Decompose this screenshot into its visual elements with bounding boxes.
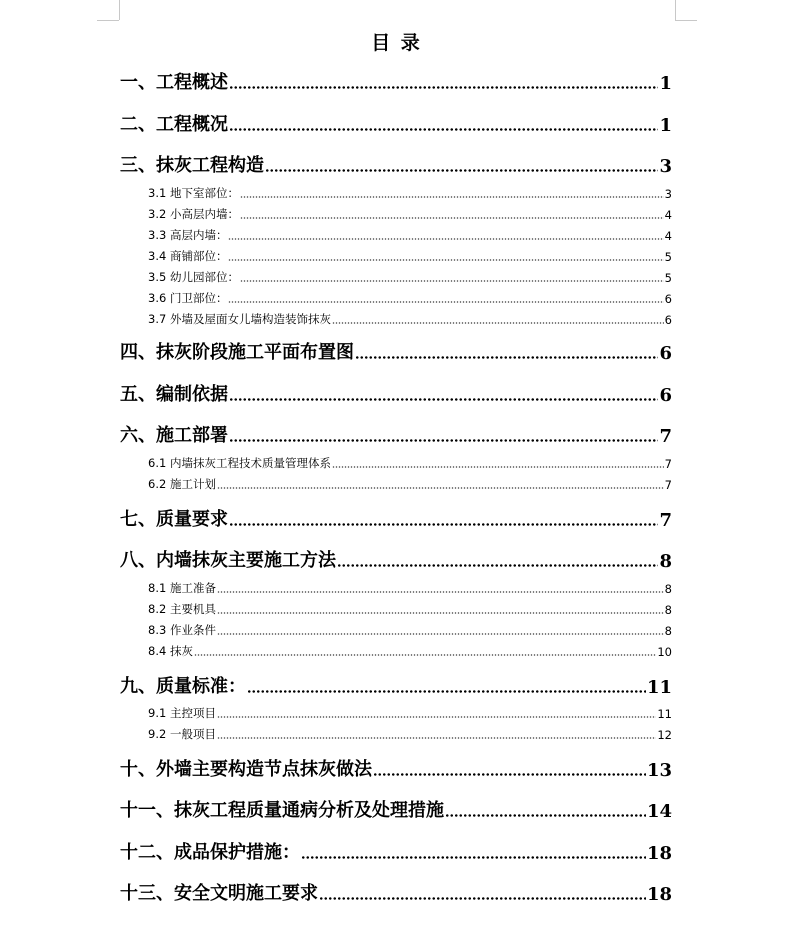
- toc-title: 目 录: [371, 32, 422, 54]
- toc-dot-leader: [217, 716, 656, 718]
- toc-dot-leader: [229, 128, 658, 131]
- toc-dot-leader: [229, 523, 658, 526]
- toc-entry-page-number: 4: [664, 208, 672, 222]
- toc-entry-page-number: 6: [659, 385, 672, 406]
- toc-entry-page-number: 8: [664, 582, 672, 596]
- toc-dot-leader: [228, 238, 663, 240]
- toc-entry-label: 3.6 门卫部位：: [148, 291, 228, 305]
- toc-entry-page-number: 6: [659, 343, 672, 364]
- toc-entry-chapter[interactable]: [120, 674, 672, 698]
- toc-dot-leader: [332, 322, 664, 324]
- toc-entry-page-number: 7: [659, 510, 672, 531]
- toc-entry-label: 8.2 主要机具: [148, 602, 216, 616]
- toc-entry-label: 3.4 商铺部位：: [148, 249, 228, 263]
- page-corner-mark: [97, 20, 119, 21]
- toc-entry-page-number: 12: [657, 728, 672, 742]
- toc-entry-page-number: 1: [659, 73, 672, 94]
- toc-entry-page-number: 4: [664, 229, 672, 243]
- toc-entry-label: 3.5 幼儿园部位：: [148, 270, 239, 284]
- page-corner-mark: [675, 20, 697, 21]
- toc-entry-label: 3.2 小高层内墙：: [148, 207, 239, 221]
- toc-dot-leader: [355, 356, 658, 359]
- toc-entry-page-number: 1: [659, 115, 672, 136]
- toc-entry-page-number: 11: [657, 707, 672, 721]
- toc-entry-chapter[interactable]: [120, 382, 672, 406]
- toc-entry-label: 八、内墙抹灰主要施工方法: [120, 550, 336, 571]
- toc-entry-page-number: 7: [664, 457, 672, 471]
- toc-entry-page-number: 18: [646, 843, 672, 864]
- page-corner-mark: [119, 0, 120, 20]
- toc-dot-leader: [240, 280, 664, 282]
- toc-entry-page-number: 13: [646, 760, 672, 781]
- toc-entry-label: 3.3 高层内墙：: [148, 228, 228, 242]
- toc-dot-leader: [247, 690, 646, 693]
- toc-entry-section[interactable]: [148, 580, 672, 596]
- toc-entry-page-number: 10: [657, 645, 672, 659]
- toc-entry-page-number: 5: [664, 250, 672, 264]
- toc-dot-leader: [373, 773, 646, 776]
- toc-entry-page-number: 6: [664, 313, 672, 327]
- toc-entry-label: 五、编制依据: [120, 384, 228, 405]
- toc-entry-page-number: 8: [664, 603, 672, 617]
- toc-entry-chapter[interactable]: [120, 507, 672, 531]
- toc-entry-section[interactable]: [148, 227, 672, 243]
- toc-entry-label: 七、质量要求: [120, 509, 228, 530]
- toc-entry-page-number: 18: [646, 884, 672, 905]
- toc-entry-label: 二、工程概况: [120, 114, 228, 135]
- toc-entry-page-number: 7: [659, 426, 672, 447]
- toc-dot-leader: [217, 633, 664, 635]
- toc-dot-leader: [229, 398, 658, 401]
- toc-dot-leader: [240, 217, 664, 219]
- toc-entry-page-number: 5: [664, 271, 672, 285]
- toc-dot-leader: [194, 654, 656, 656]
- toc-dot-leader: [229, 439, 658, 442]
- toc-dot-leader: [217, 591, 664, 593]
- toc-entry-label: 四、抹灰阶段施工平面布置图: [120, 342, 354, 363]
- toc-dot-leader: [217, 737, 656, 739]
- toc-dot-leader: [228, 301, 663, 303]
- toc-entry-label: 3.1 地下室部位：: [148, 186, 239, 200]
- toc-entry-chapter[interactable]: [120, 840, 672, 864]
- toc-entry-chapter[interactable]: [120, 153, 672, 177]
- toc-entry-chapter[interactable]: [120, 548, 672, 572]
- toc-dot-leader: [217, 612, 664, 614]
- page-corner-mark: [675, 0, 676, 20]
- toc-dot-leader: [332, 466, 664, 468]
- toc-entry-section[interactable]: [148, 476, 672, 492]
- toc-entry-section[interactable]: [148, 269, 672, 285]
- toc-entry-section[interactable]: [148, 705, 672, 721]
- toc-entry-page-number: 8: [664, 624, 672, 638]
- toc-dot-leader: [229, 86, 658, 89]
- toc-entry-chapter[interactable]: [120, 340, 672, 364]
- toc-entry-label: 十一、抹灰工程质量通病分析及处理措施: [120, 800, 444, 821]
- toc-entry-section[interactable]: [148, 290, 672, 306]
- toc-entry-label: 一、工程概述: [120, 72, 228, 93]
- toc-entry-label: 六、施工部署: [120, 425, 228, 446]
- toc-dot-leader: [337, 564, 658, 567]
- toc-entry-label: 十二、成品保护措施：: [120, 842, 300, 863]
- toc-entry-label: 6.2 施工计划: [148, 477, 216, 491]
- toc-entry-chapter[interactable]: [120, 798, 672, 822]
- toc-entry-page-number: 7: [664, 478, 672, 492]
- toc-entry-label: 6.1 内墙抹灰工程技术质量管理体系: [148, 456, 331, 470]
- toc-dot-leader: [240, 196, 664, 198]
- toc-entry-section[interactable]: [148, 311, 672, 327]
- toc-entry-label: 8.4 抹灰: [148, 644, 193, 658]
- toc-dot-leader: [319, 897, 646, 900]
- toc-entry-page-number: 14: [646, 801, 672, 822]
- toc-entry-label: 9.1 主控项目: [148, 706, 216, 720]
- toc-entry-label: 9.2 一般项目: [148, 727, 216, 741]
- toc-entry-page-number: 6: [664, 292, 672, 306]
- toc-entry-label: 十三、安全文明施工要求: [120, 883, 318, 904]
- toc-dot-leader: [265, 169, 658, 172]
- toc-entry-chapter[interactable]: [120, 70, 672, 94]
- toc-entry-section[interactable]: [148, 206, 672, 222]
- toc-entry-section[interactable]: [148, 455, 672, 471]
- toc-entry-page-number: 3: [664, 187, 672, 201]
- toc-dot-leader: [445, 814, 646, 817]
- toc-entry-label: 十、外墙主要构造节点抹灰做法: [120, 759, 372, 780]
- toc-entry-chapter[interactable]: [120, 757, 672, 781]
- toc-entry-section[interactable]: [148, 622, 672, 638]
- toc-entry-section[interactable]: [148, 601, 672, 617]
- toc-dot-leader: [217, 487, 664, 489]
- toc-entry-label: 三、抹灰工程构造: [120, 155, 264, 176]
- toc-dot-leader: [301, 856, 646, 859]
- toc-entry-label: 九、质量标准：: [120, 676, 246, 697]
- toc-entry-section[interactable]: [148, 643, 672, 659]
- toc-entry-section[interactable]: [148, 185, 672, 201]
- toc-entry-label: 8.3 作业条件: [148, 623, 216, 637]
- toc-entry-label: 3.7 外墙及屋面女儿墙构造装饰抹灰: [148, 312, 331, 326]
- toc-entry-page-number: 3: [659, 156, 672, 177]
- toc-entry-page-number: 11: [646, 677, 672, 698]
- toc-entry-page-number: 8: [659, 551, 672, 572]
- toc-entry-chapter[interactable]: [120, 881, 672, 905]
- toc-entry-chapter[interactable]: [120, 423, 672, 447]
- toc-entry-label: 8.1 施工准备: [148, 581, 216, 595]
- toc-entry-section[interactable]: [148, 248, 672, 264]
- toc-entry-section[interactable]: [148, 726, 672, 742]
- toc-entry-chapter[interactable]: [120, 112, 672, 136]
- toc-dot-leader: [228, 259, 663, 261]
